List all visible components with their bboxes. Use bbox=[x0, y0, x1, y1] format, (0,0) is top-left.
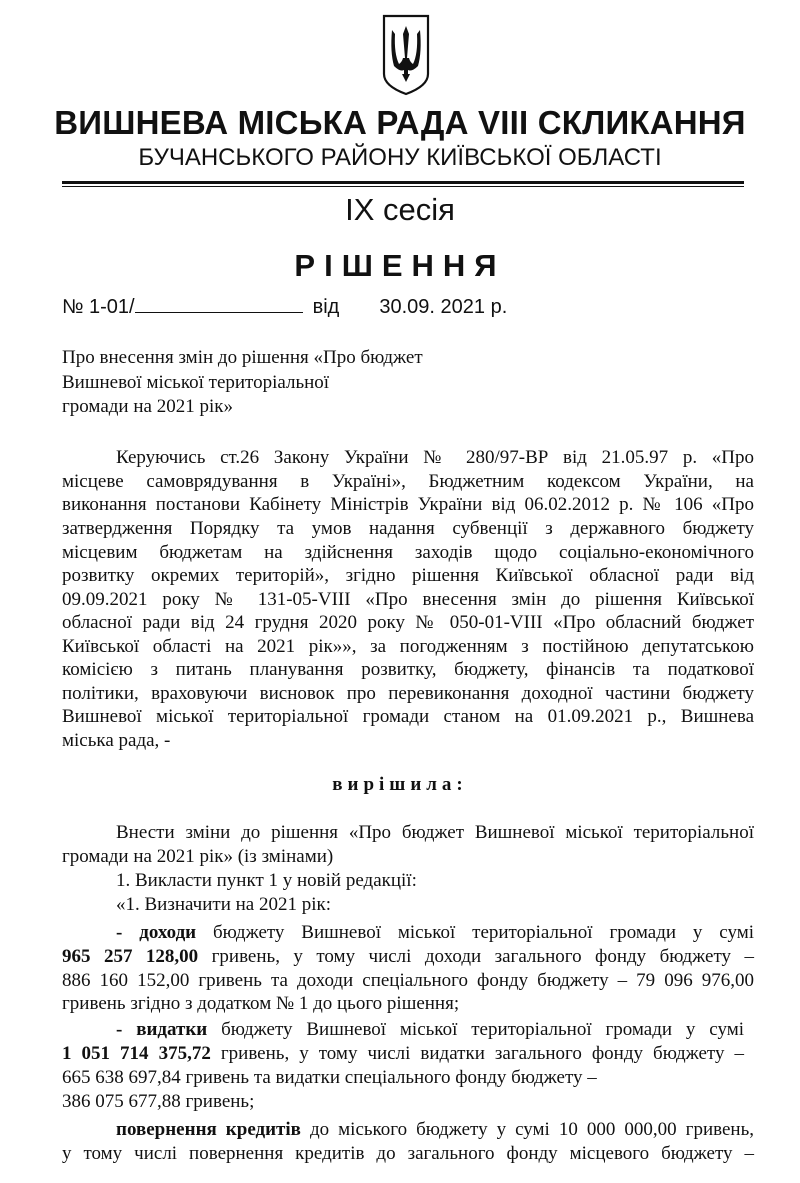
expenses-text: гривень, у тому числі видатки загального фонду бюджету – bbox=[210, 1043, 744, 1064]
preamble-line: 09.09.2021 року № 131-05-VIII «Про внесення змін до рішення Київської bbox=[62, 589, 754, 610]
decision-number: № 1-01/ bbox=[62, 296, 135, 318]
income-line: гривень згідно з додатком № 1 до цього рішення; bbox=[62, 993, 460, 1014]
expenses-sum: 1 051 714 375,72 bbox=[62, 1043, 211, 1064]
preamble-line: виконання постанови Кабінету Міністрів України від 06.02.2012 р. № 106 «Про bbox=[62, 494, 754, 515]
header-rule-thin bbox=[62, 186, 744, 187]
expenses-line bbox=[116, 1019, 744, 1041]
credit-text: до міського бюджету у сумі 10 000 000,00 гривень, bbox=[300, 1119, 754, 1140]
session-label: IX сесія bbox=[345, 192, 455, 227]
expenses-line bbox=[62, 1043, 744, 1065]
preamble-line: обласної ради від 24 грудня 2020 року № 050-01-VIII «Про обласний бюджет bbox=[62, 612, 754, 633]
expenses-line: 665 638 697,84 гривень та видатки спеціального фонду бюджету – bbox=[62, 1067, 597, 1088]
expenses-label: видатки bbox=[136, 1019, 208, 1040]
preamble-line: Вишневої міської територіальної громади станом на 01.09.2021 р., Вишнева bbox=[62, 706, 754, 727]
income-dash: - bbox=[116, 922, 140, 943]
preamble-line: розвитку окремих територій», згідно рішення Київської обласної ради від bbox=[62, 565, 754, 586]
income-text: бюджету Вишневої міської територіальної громади у сумі bbox=[196, 922, 755, 943]
decision-number-line bbox=[62, 296, 762, 319]
credit-line: у тому числі повернення кредитів до загального фонду місцевого бюджету – bbox=[62, 1143, 754, 1164]
council-title: ВИШНЕВА МІСЬКА РАДА VIII СКЛИКАННЯ bbox=[54, 104, 746, 141]
district-subtitle: БУЧАНСЬКОГО РАЙОНУ КИЇВСЬКОЇ ОБЛАСТІ bbox=[138, 144, 662, 171]
credit-line bbox=[116, 1119, 754, 1141]
preamble-line: Керуючись ст.26 Закону України № 280/97-ВР від 21.05.97 р. «Про bbox=[116, 447, 754, 468]
body-line: Внести зміни до рішення «Про бюджет Вишневої міської територіальної bbox=[116, 822, 754, 843]
income-line: 886 160 152,00 гривень та доходи спеціального фонду бюджету – 79 096 976,00 bbox=[62, 970, 754, 991]
expenses-text: бюджету Вишневої міської територіальної громади у сумі bbox=[207, 1019, 745, 1040]
preamble-line: місцевим бюджетам на здійснення заходів щодо соціально-економічного bbox=[62, 542, 754, 563]
preamble-line: міська рада, - bbox=[62, 730, 171, 751]
subject-line: Вишневої міської територіальної bbox=[62, 372, 330, 393]
body-line: громади на 2021 рік» (із змінами) bbox=[62, 846, 334, 867]
income-label: доходи bbox=[139, 922, 197, 943]
trident-emblem-icon bbox=[380, 12, 432, 96]
preamble-line: місцеве самоврядування в Україні», Бюджетним кодексом України, на bbox=[62, 471, 754, 492]
expenses-line: 386 075 677,88 гривень; bbox=[62, 1091, 255, 1112]
preamble-line: комісією з питань планування розвитку, бюджету, фінансів та податкової bbox=[62, 659, 754, 680]
expenses-dash: - bbox=[116, 1019, 137, 1040]
preamble-line: політики, враховуючи висновок про перевиконання доходної частини бюджету bbox=[62, 683, 754, 704]
number-blank-field bbox=[135, 298, 303, 313]
document-type-title: РІШЕННЯ bbox=[294, 248, 506, 283]
income-line bbox=[116, 922, 754, 944]
from-label: від bbox=[312, 296, 340, 318]
resolved-heading: вирішила: bbox=[332, 774, 468, 795]
income-text: гривень, у тому числі доходи загального фонду бюджету – bbox=[198, 946, 754, 967]
subject-line: Про внесення змін до рішення «Про бюджет bbox=[62, 347, 423, 368]
preamble-line: затвердження Порядку та умов надання субвенції з державного бюджету bbox=[62, 518, 754, 539]
body-line: «1. Визначити на 2021 рік: bbox=[116, 894, 332, 915]
preamble-line: Київської області на 2021 рік»», за погодженням з постійною депутатською bbox=[62, 636, 754, 657]
credit-label: повернення кредитів bbox=[116, 1119, 301, 1140]
income-line bbox=[62, 946, 754, 968]
subject-line: громади на 2021 рік» bbox=[62, 396, 233, 417]
income-sum: 965 257 128,00 bbox=[62, 946, 199, 967]
decision-date: 30.09. 2021 р. bbox=[379, 296, 508, 318]
header-rule-thick bbox=[62, 181, 744, 184]
body-line: 1. Викласти пункт 1 у новій редакції: bbox=[116, 870, 417, 891]
